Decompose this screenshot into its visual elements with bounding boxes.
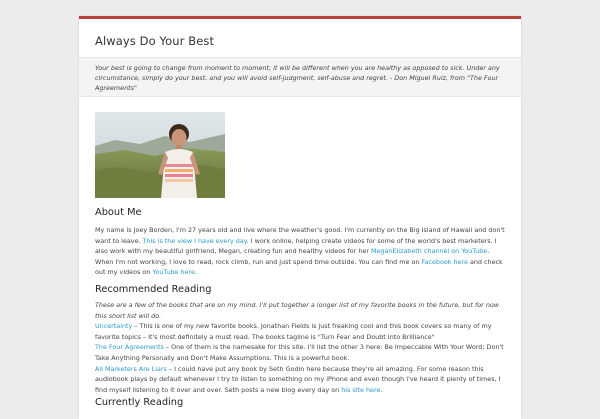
site-title[interactable]: Always Do Your Best bbox=[95, 34, 215, 48]
currently-heading: Currently Reading bbox=[95, 397, 184, 408]
book-desc-uncertainty: – This is one of my new favorite books. Jonathan Fields is just freaking cool and this book covers so many of my favorite topics – it's most definitely a must read. The books tagline is "Turn Fear and Doubt Into Brilliance" bbox=[95, 322, 492, 341]
quote-banner bbox=[79, 57, 521, 97]
about-text-4: and check out my videos on bbox=[95, 257, 503, 277]
book-link-marketers[interactable]: All Marketers Are Liars bbox=[95, 364, 167, 373]
megan-channel-link[interactable]: MeganElizabeth channel on YouTube bbox=[370, 247, 488, 256]
about-text-2: . I work online, helping create videos for some of the world's best marketers. I also work with my beautiful girlfriend, Megan, creating fun and healthy videos for her bbox=[95, 236, 497, 256]
about-paragraph bbox=[95, 225, 507, 278]
page-container bbox=[79, 16, 521, 419]
about-text-3: . When I'm not working, I love to read, rock climb, run and just spend time outside. You can find me on bbox=[95, 247, 490, 266]
seth-site-link[interactable]: his site here bbox=[341, 385, 381, 394]
about-heading: About Me bbox=[95, 207, 142, 218]
profile-photo bbox=[95, 112, 225, 198]
reading-heading: Recommended Reading bbox=[95, 284, 212, 295]
about-text-1: My name is Joey Borden, I'm 27 years old and live where the weather's good. I'm currently on the Big Island of Hawaii and don't want to leave. bbox=[95, 226, 505, 245]
reading-intro: These are a few of the books that are on my mind. I'll put together a longer list of my favorite books in the future, but for now this short list will do. bbox=[95, 301, 500, 320]
book-link-uncertainty[interactable]: Uncertainty bbox=[95, 322, 133, 331]
youtube-link[interactable]: YouTube here bbox=[152, 268, 195, 277]
book-desc-end: . bbox=[380, 385, 383, 394]
book-link-four-agreements[interactable]: The Four Agreements bbox=[95, 343, 164, 352]
quote-text bbox=[95, 63, 505, 93]
quote-body: Your best is going to change from moment to moment; it will be different when you are healthy as opposed to sick. Under any circumstance, simply do your best, and you will avoid self-judgment, self-abuse and regret. bbox=[95, 64, 500, 82]
facebook-link[interactable]: Facebook here bbox=[421, 257, 468, 266]
view-link[interactable]: This is the view I have every day bbox=[142, 236, 247, 245]
about-text-5: . bbox=[194, 268, 197, 277]
quote-attribution: - Don Miguel Ruiz, from "The Four Agreements" bbox=[95, 74, 499, 92]
book-desc-marketers: – I could have put any book by Seth Godin here because they're all amazing. For some reason this audiobook plays by default whenever I try to listen to something on my iPhone and even though I've heard it plenty of times, I find myself listening to it over and over. Seth posts a new blog every day on bbox=[95, 364, 501, 394]
book-desc-four-agreements: – One of them is the namesake for this site. I'll list the other 3 here: Be Impeccable With Your Word; Don't Take Anything Personally and Don't Make Assumptions. This is a powerful book. bbox=[95, 343, 504, 362]
reading-list bbox=[95, 300, 507, 395]
